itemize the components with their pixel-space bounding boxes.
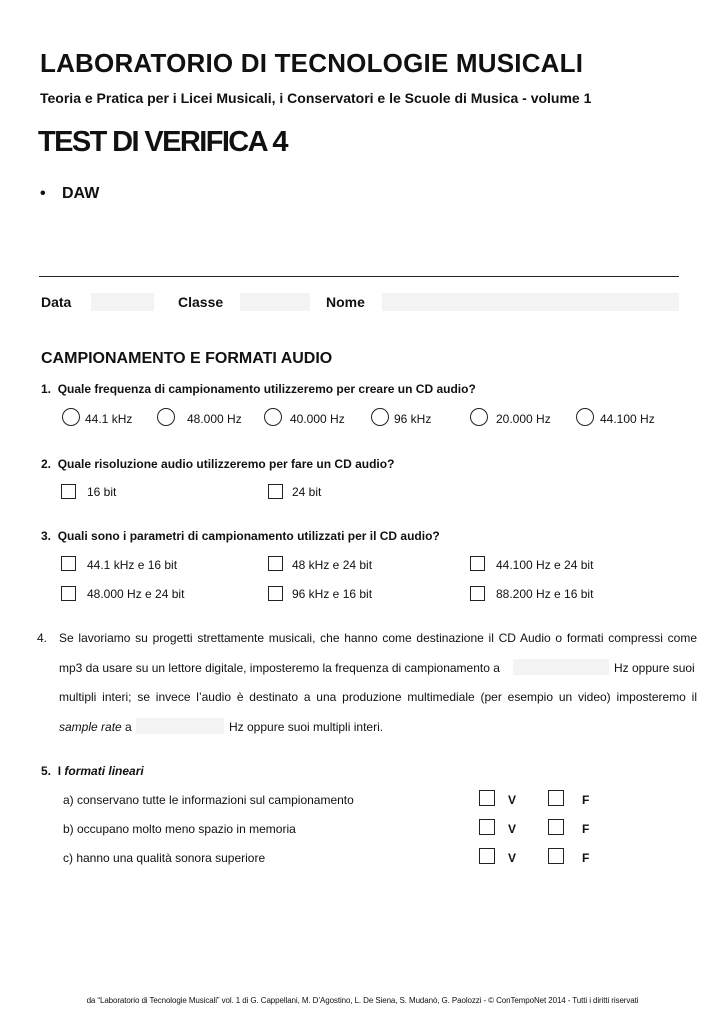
question-5: [41, 764, 144, 778]
q3-option-5-label: 96 kHz e 16 bit: [292, 587, 373, 601]
sample-rate-term: sample rate: [59, 720, 122, 734]
q3-option-2-checkbox[interactable]: [268, 556, 283, 571]
header-divider: [39, 276, 679, 277]
q3-option-3-label: 44.100 Hz e 24 bit: [496, 558, 594, 572]
q1-option-2-radio[interactable]: [157, 408, 175, 426]
statement-a-false-label: F: [582, 793, 590, 807]
q1-option-5-label: 20.000 Hz: [496, 412, 551, 426]
q3-option-4-label: 48.000 Hz e 24 bit: [87, 587, 185, 601]
statement-a-true-checkbox[interactable]: [479, 790, 495, 806]
topic-label: DAW: [62, 185, 100, 202]
statement-b-false-label: F: [582, 822, 590, 836]
question-text: Quali sono i parametri di campionamento utilizzati per il CD audio?: [57, 529, 440, 543]
statement-c-false-label: F: [582, 851, 590, 865]
question-number: 1.: [41, 382, 52, 396]
statement-b-true-checkbox[interactable]: [479, 819, 495, 835]
q1-option-3-radio[interactable]: [264, 408, 282, 426]
statement-c-true-checkbox[interactable]: [479, 848, 495, 864]
nome-field[interactable]: [382, 293, 679, 311]
footer-credits: da “Laboratorio di Tecnologie Musicali” vol. 1 di G. Cappellani, M. D’Agostino, L. De Siena, S. Mudanò, G. Paolozzi - © ConTempoNet 2014 - Tutti i diritti riservati: [86, 996, 639, 1005]
question-4-line-1: Se lavoriamo su progetti strettamente musicali, che hanno come destinazione il CD Audio o formati compressi come: [59, 631, 697, 645]
question-4-line-4-start: [59, 720, 132, 734]
question-number: 2.: [41, 457, 52, 471]
question-text: Quale risoluzione audio utilizzeremo per fare un CD audio?: [57, 457, 395, 471]
q3-option-6-label: 88.200 Hz e 16 bit: [496, 587, 594, 601]
statement-a: a) conservano tutte le informazioni sul campionamento: [63, 793, 354, 807]
question-number: 5.: [41, 764, 52, 778]
q2-option-1-label: 16 bit: [87, 485, 117, 499]
nome-label: Nome: [326, 294, 365, 310]
statement-b-true-label: V: [508, 822, 517, 836]
classe-label: Classe: [178, 294, 224, 310]
q3-option-5-checkbox[interactable]: [268, 586, 283, 601]
statement-b: b) occupano molto meno spazio in memoria: [63, 822, 296, 836]
topic: [40, 185, 99, 203]
statement-c-false-checkbox[interactable]: [548, 848, 564, 864]
q1-option-1-radio[interactable]: [62, 408, 80, 426]
q2-option-2-checkbox[interactable]: [268, 484, 283, 499]
question-4-line-2-end: Hz oppure suoi: [614, 661, 695, 675]
statement-b-false-checkbox[interactable]: [548, 819, 564, 835]
question-3: [41, 529, 440, 543]
data-field[interactable]: [91, 293, 154, 311]
q2-option-1-checkbox[interactable]: [61, 484, 76, 499]
q3-option-2-label: 48 kHz e 24 bit: [292, 558, 373, 572]
q3-option-1-label: 44.1 kHz e 16 bit: [87, 558, 178, 572]
statement-a-true-label: V: [508, 793, 517, 807]
sample-rate-blank-2[interactable]: [136, 718, 224, 734]
q1-option-2-label: 48.000 Hz: [187, 412, 242, 426]
question-4-line-4-end: Hz oppure suoi multipli interi.: [229, 720, 384, 734]
q3-option-1-checkbox[interactable]: [61, 556, 76, 571]
q1-option-3-label: 40.000 Hz: [290, 412, 345, 426]
question-1: [41, 382, 476, 396]
question-text: Quale frequenza di campionamento utilizzeremo per creare un CD audio?: [57, 382, 476, 396]
q1-option-6-label: 44.100 Hz: [600, 412, 655, 426]
statement-a-false-checkbox[interactable]: [548, 790, 564, 806]
q3-option-3-checkbox[interactable]: [470, 556, 485, 571]
question-text-italic: formati lineari: [64, 764, 144, 778]
question-4-line-2-start: mp3 da usare su un lettore digitale, imposteremo la frequenza di campionamento a: [59, 661, 500, 675]
section-title: CAMPIONAMENTO E FORMATI AUDIO: [41, 350, 333, 367]
question-2: [41, 457, 394, 471]
question-text-prefix: I: [57, 764, 62, 778]
test-title: TEST DI VERIFICA 4: [38, 126, 287, 158]
q1-option-5-radio[interactable]: [470, 408, 488, 426]
q1-option-4-label: 96 kHz: [394, 412, 432, 426]
data-label: Data: [41, 294, 72, 310]
q1-option-4-radio[interactable]: [371, 408, 389, 426]
question-4-line-3: multipli interi; se invece l’audio è destinato a una produzione multimediale (per esempio un video) imposteremo il: [59, 690, 697, 704]
q3-option-4-checkbox[interactable]: [61, 586, 76, 601]
document-subtitle: Teoria e Pratica per i Licei Musicali, i Conservatori e le Scuole di Musica - volume 1: [40, 90, 592, 106]
sample-rate-blank-1[interactable]: [513, 659, 609, 675]
q2-option-2-label: 24 bit: [292, 485, 322, 499]
statement-c-true-label: V: [508, 851, 517, 865]
statement-c: c) hanno una qualità sonora superiore: [63, 851, 266, 865]
classe-field[interactable]: [240, 293, 310, 311]
q1-option-1-label: 44.1 kHz: [85, 412, 133, 426]
topic-bullet: •: [40, 185, 46, 202]
question-4-line-4-a: a: [125, 720, 132, 734]
question-number: 3.: [41, 529, 52, 543]
document-title: LABORATORIO DI TECNOLOGIE MUSICALI: [40, 48, 584, 78]
q3-option-6-checkbox[interactable]: [470, 586, 485, 601]
q1-option-6-radio[interactable]: [576, 408, 594, 426]
question-4-number: 4.: [37, 631, 48, 645]
